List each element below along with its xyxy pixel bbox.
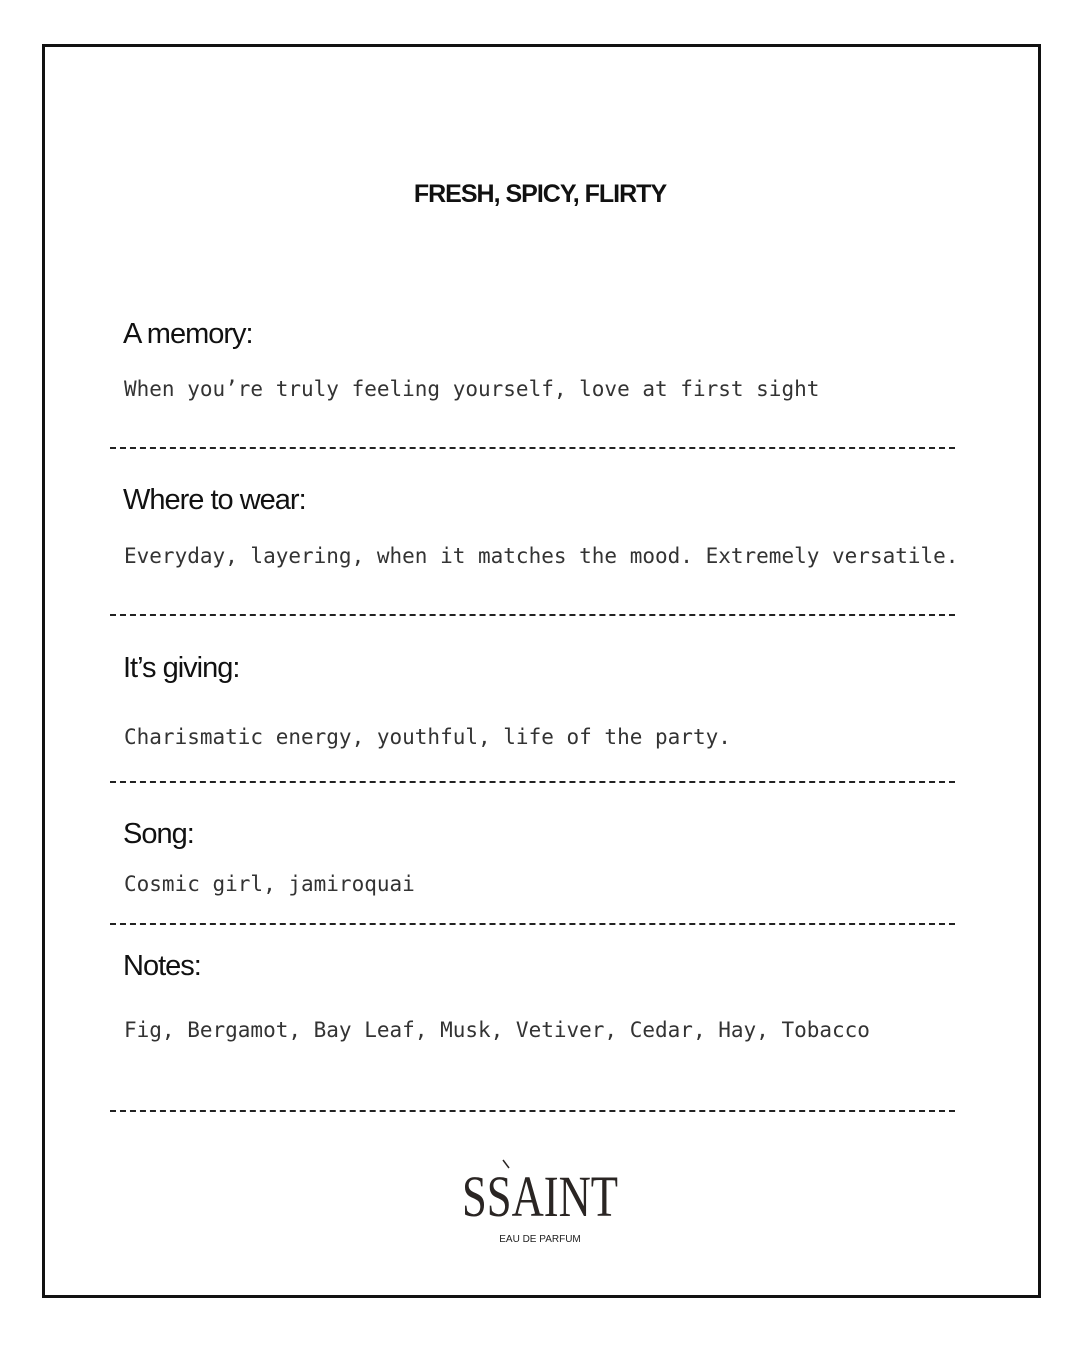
song-value: Cosmic girl, jamiroquai (124, 872, 415, 896)
page-title: FRESH, SPICY, FLIRTY (413, 180, 667, 208)
where-to-wear-value: Everyday, layering, when it matches the mood. Extremely versatile. (124, 544, 959, 568)
memory-label: A memory: (123, 318, 253, 350)
divider (110, 781, 955, 783)
memory-value: When you’re truly feeling yourself, love at first sight (124, 377, 820, 401)
divider (110, 1110, 955, 1112)
its-giving-label: It’s giving: (123, 652, 240, 684)
divider (110, 614, 955, 616)
notes-label: Notes: (123, 950, 201, 982)
song-label: Song: (123, 818, 194, 850)
brand-subtitle: EAU DE PARFUM (499, 1234, 581, 1245)
notes-value: Fig, Bergamot, Bay Leaf, Musk, Vetiver, Cedar, Hay, Tobacco (124, 1018, 870, 1042)
divider (110, 447, 955, 449)
divider (110, 923, 955, 925)
where-to-wear-label: Where to wear: (123, 484, 306, 516)
its-giving-value: Charismatic energy, youthful, life of the party. (124, 725, 731, 749)
brand-logo-text: SSAINT (462, 1164, 618, 1229)
brand-logo (0, 1158, 1080, 1229)
